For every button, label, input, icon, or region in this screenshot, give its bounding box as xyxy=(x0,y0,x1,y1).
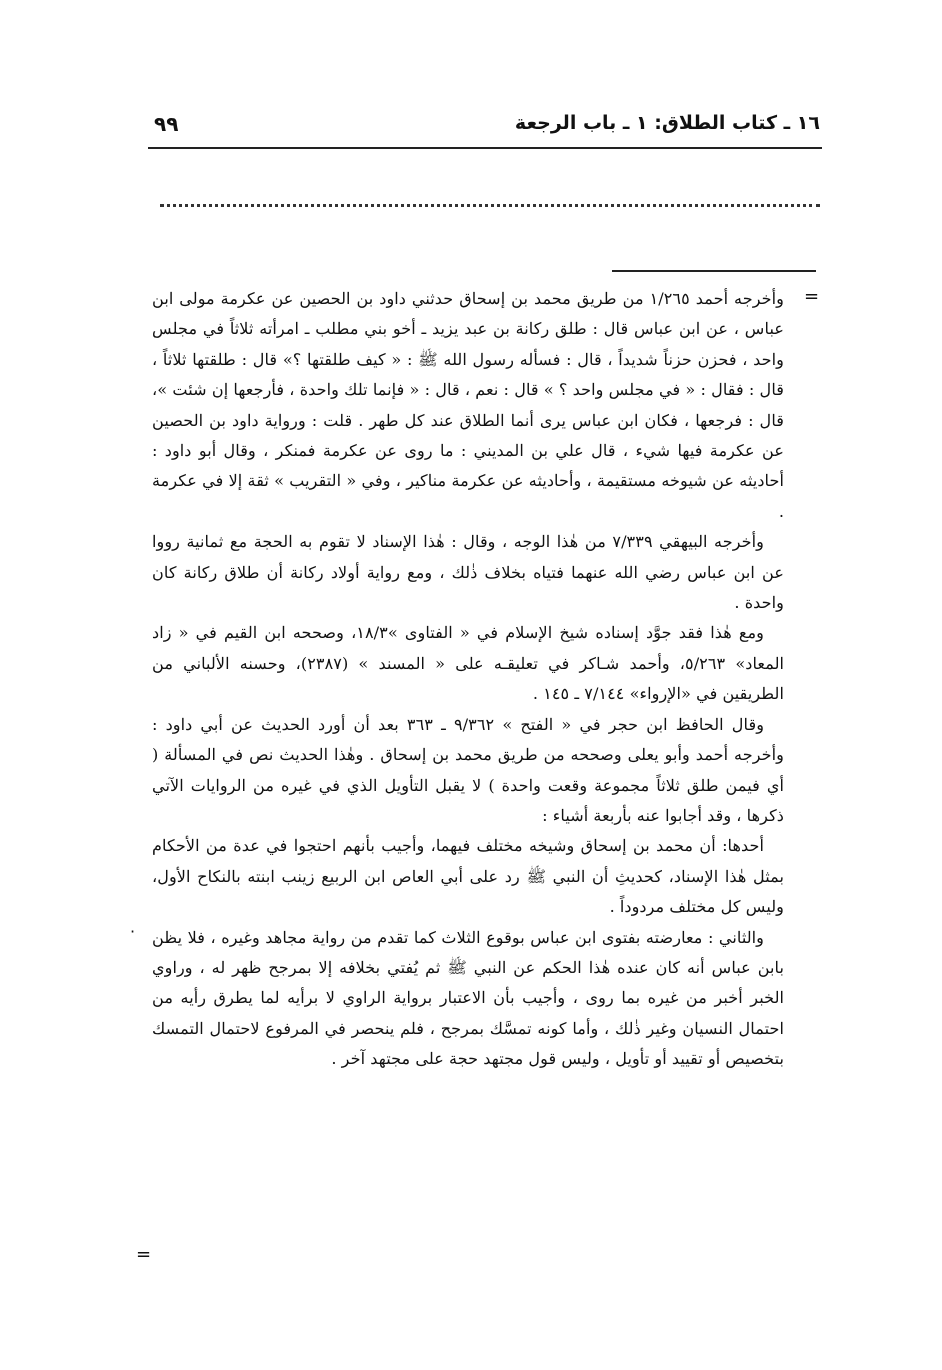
footnote-paragraph: وأخرجه البيهقي ٧/٣٣٩ من هٰذا الوجه ، وقال : هٰذا الإسناد لا تقوم به الحجة مع ثمانية رووا عن ابن عباس رضي الله عنهما فتياه بخلاف ذٰلك ، ومع رواية أولاد ركانة أن طلاق ركانة كان واحدة . xyxy=(152,532,784,613)
footnote-paragraph: وأخرجه أحمد ١/٢٦٥ من طريق محمد بن إسحاق حدثني داود بن الحصين عن عكرمة مولى ابن عباس ، عن ابن عباس قال : طلق ركانة بن عبد يزيد ـ أخو بني مطلب ـ امرأته ثلاثاً في مجلس واحد ، فحزن حزناً شديداً ، قال : فسأله رسول الله ﷺ : « كيف طلقتها ؟» قال : طلقتها ثلاثاً ، قال : فقال : « في مجلس واحد ؟ » قال : نعم ، قال : « فإنما تلك واحدة ، فأرجعها إن شئت »، قال : فرجعها ، فكان ابن عباس يرى أنما الطلاق عند كل طهر . قلت : ورواية داود بن الحصين عن عكرمة فيها شيء ، قال علي بن المديني : ما روى عن عكرمة فمنكر ، وقال أبو داود : أحاديثه عن شيوخه مستقيمة ، وأحاديثه عن عكرمة مناكير ، وفي « التقريب » ثقة إلا في عكرمة . xyxy=(152,289,784,521)
footnote-paragraph: ومع هٰذا فقد جوَّد إسناده شيخ الإسلام في « الفتاوى »١٨/٣، وصححه ابن القيم في « زاد المعاد» ٥/٢٦٣، وأحمد شـاكر في تعليقـه على « المسند » (٢٣٨٧)، وحسنه الألباني من الطريقين في «الإرواء» ٧/١٤٤ ـ ١٤٥ . xyxy=(152,623,784,704)
page-header xyxy=(148,112,820,146)
continuation-marker-top: = xyxy=(804,286,820,307)
footnote-rule xyxy=(612,270,816,272)
footnote-paragraph: وقال الحافظ ابن حجر في « الفتح » ٩/٣٦٢ ـ ٣٦٣ بعد أن أورد الحديث عن أبي داود : وأخرجه أحمد وأبو يعلى وصححه من طريق محمد بن إسحاق . وهٰذا الحديث نص في المسألة ( أي فيمن طلق ثلاثاً مجموعة وقعت واحدة ) لا يقبل التأويل الذي في غيره من الروايات الآتي ذكرها ، وقد أجابوا عنه بأربعة أشياء : xyxy=(152,714,784,825)
running-title: ١٦ ـ كتاب الطلاق: ١ ـ باب الرجعة xyxy=(514,112,820,134)
footnote-paragraph: أحدها: أن محمد بن إسحاق وشيخه مختلف فيهما، وأجيب بأنهم احتجوا في عدة من الأحكام بمثل هٰذا الإسناد، كحديثِ أن النبي ﷺ رد على أبي العاص ابن الربيع زينب ابنته بالنكاح الأول، وليس كل مختلف مردوداً . xyxy=(152,836,784,917)
continuation-marker-bottom: = xyxy=(136,1244,152,1265)
margin-dot: · xyxy=(130,922,136,941)
footnote-text xyxy=(152,284,784,1075)
main-text-separator xyxy=(160,204,820,207)
header-rule xyxy=(148,147,822,149)
footnote-paragraph: والثاني : معارضته بفتوى ابن عباس بوقوع الثلاث كما تقدم من رواية مجاهد وغيره ، فلا يظن بابن عباس أنه كان عنده هٰذا الحكم عن النبي ﷺ ثم يُفتي بخلافه إلا بمرجح ظهر له ، وراوي الخبر أخبر من غيره بما روى ، وأجيب بأن الاعتبار برواية الراوي لا برأيه لما يطرق رأيه من احتمال النسيان وغير ذٰلك ، وأما كونه تمسَّك بمرجح ، فلم ينحصر في المرفوع لاحتمال التمسك بتخصيص أو تقييد أو تأويل ، وليس قول مجتهد حجة على مجتهد آخر . xyxy=(152,927,784,1069)
page-number: ٩٩ xyxy=(154,112,179,136)
